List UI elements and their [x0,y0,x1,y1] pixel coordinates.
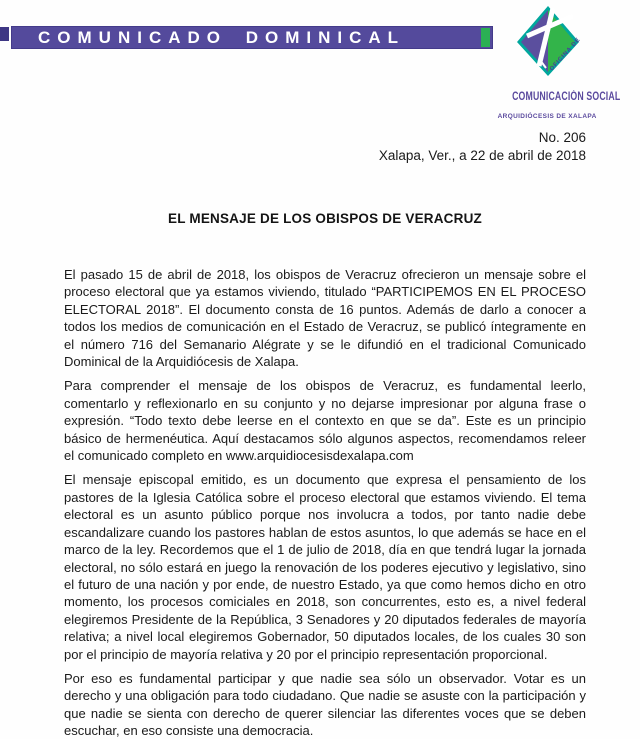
logo-ribbon-label: OFICINA DE [548,36,581,73]
document-body [64,266,586,739]
logo-org-name: COMUNICACIÓN SOCIAL [512,91,621,103]
archdiocese-logo-icon [495,4,600,78]
document-title: EL MENSAJE DE LOS OBISPOS DE VERACRUZ [168,211,482,226]
meta-block [379,129,586,164]
decor-square [0,27,9,41]
logo-org-subname: ARQUIDIÓCESIS DE XALAPA [497,113,598,120]
paragraph: Para comprender el mensaje de los obispos de Veracruz, es fundamental leerlo, comentarlo y reflexionarlo en su conjunto y no dejarse impresionar por alguna frase o expresión. “Todo texto debe leerse en el contexto en que se da”. Este es un principio básico de hermenéutica. Aquí destacamos sólo algunos aspectos, recomendamos releer el comunicado completo en www.arquidiocesisdexalapa.com [64,378,586,464]
communique-number: No. 206 [538,130,586,145]
dateline: Xalapa, Ver., a 22 de abril de 2018 [378,147,586,163]
banner [11,26,493,49]
banner-accent-stripe [481,28,490,47]
paragraph: El mensaje episcopal emitido, es un documento que expresa el pensamiento de los pastores de la Iglesia Católica sobre el proceso electoral que estamos viviendo. El tema electoral es un asunto público porque nos involucra a todos, por tanto nadie debe escandalizare cuando los pastores hablan de estos asuntos, lo que además se hace en el marco de la ley. Recordemos que el 1 de julio de 2018, día en que tendrá lugar la jornada electoral, no sólo estará en juego la renovación de los poderes ejecutivo y legislativo, sino el futuro de una nación y por ende, de nuestro Estado, ya que como hemos dicho en otro momento, los procesos comiciales en 2018, son concurrentes, esto es, a nivel federal elegiremos Presidente de la República, 3 Senadores y 20 diputados federales de mayoría relativa; a nivel local elegiremos Gobernador, 50 diputados locales, de los cuales 30 son por el principio de mayoría relativa y 20 por el principio representación proporcional. [64,472,586,662]
paragraph: Por eso es fundamental participar y que nadie sea sólo un observador. Votar es un derecho y una obligación para todo ciudadano. Que nadie se asuste con la participación y que nadie se sienta con derecho de querer silenciar las diferentes voces que se deben escuchar, en eso consiste una democracia. [64,670,586,739]
paragraph: El pasado 15 de abril de 2018, los obispos de Veracruz ofrecieron un mensaje sobre el proceso electoral que ya estamos viviendo, titulado “PARTICIPEMOS EN EL PROCESO ELECTORAL 2018”. El documento consta de 16 puntos. Además de darlo a conocer a todos los medios de comunicación en el Estado de Veracruz, se publicó íntegramente en el número 716 del Semanario Alégrate y se le difundió en el tradicional Comunicado Dominical de la Arquidiócesis de Xalapa. [64,267,586,370]
logo-block [495,4,621,123]
banner-title: COMUNICADO DOMINICAL [38,28,406,47]
